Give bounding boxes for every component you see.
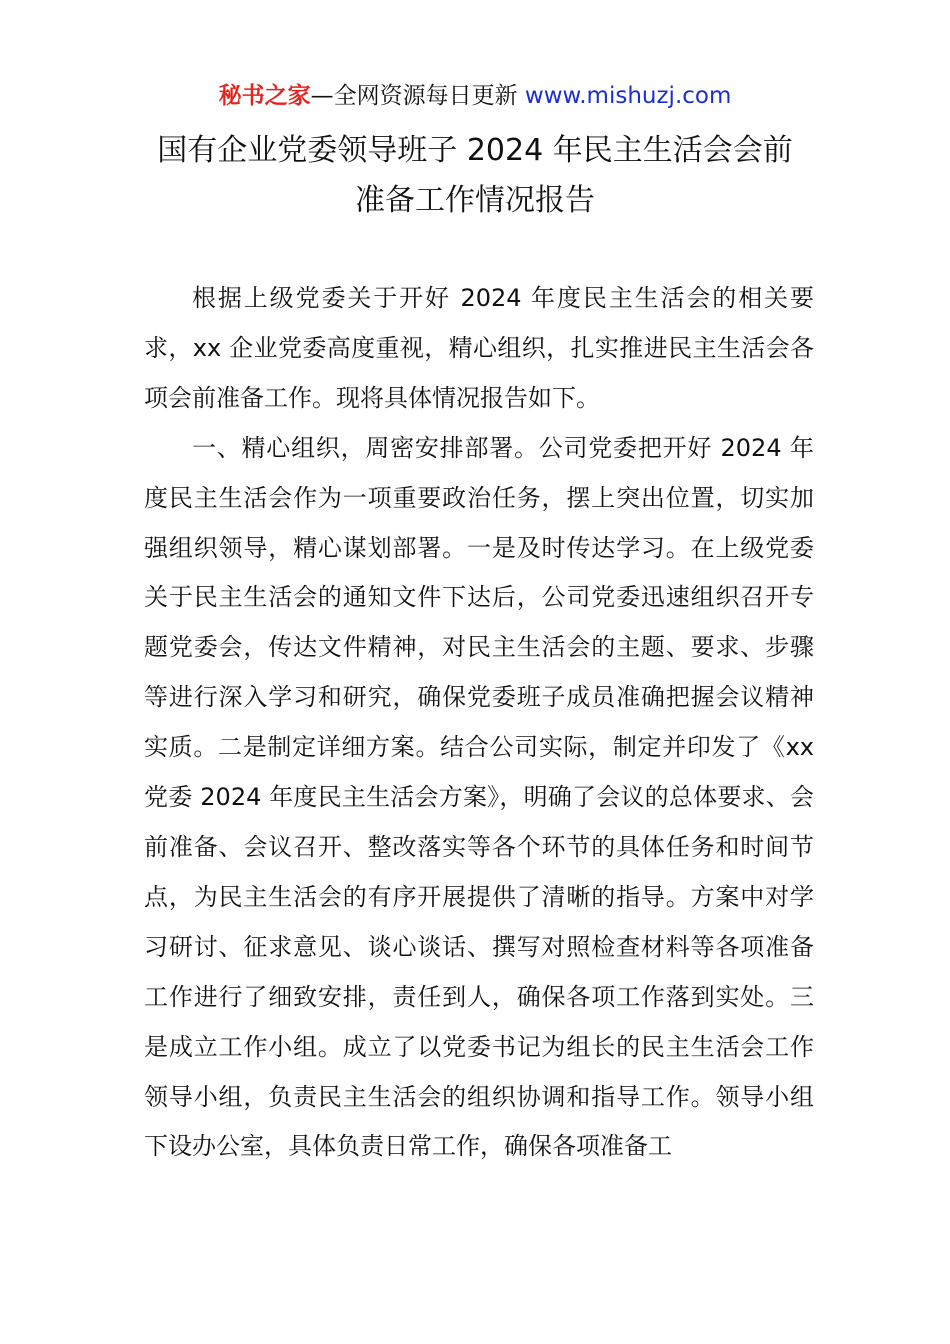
watermark-tagline: —全网资源每日更新 (310, 83, 525, 109)
title-line-2: 准备工作情况报告 (355, 183, 595, 218)
document-title (100, 126, 850, 226)
watermark-url[interactable]: www.mishuzj.com (524, 83, 732, 109)
title-line-1: 国有企业党委领导班子 2024 年民主生活会会前 (157, 133, 793, 168)
body-paragraph-section-1: 一、精心组织，周密安排部署。公司党委把开好 2024 年度民主生活会作为一项重要政治任务，摆上突出位置，切实加强组织领导，精心谋划部署。一是及时传达学习。在上级党委关于民主生活会的通知文件下达后，公司党委迅速组织召开专题党委会，传达文件精神，对民主生活会的主题、要求、步骤等进行深入学习和研究，确保党委班子成员准确把握会议精神实质。二是制定详细方案。结合公司实际，制定并印发了《xx 党委 2024 年度民主生活会方案》，明确了会议的总体要求、会前准备、会议召开、整改落实等各个环节的具体任务和时间节点，为民主生活会的有序开展提供了清晰的指导。方案中对学习研讨、征求意见、谈心谈话、撰写对照检查材料等各项准备工作进行了细致安排，责任到人，确保各项工作落到实处。三是成立工作小组。成立了以党委书记为组长的民主生活会工作领导小组，负责民主生活会的组织协调和指导工作。领导小组下设办公室，具体负责日常工作，确保各项准备工 (144, 433, 814, 1161)
watermark-header (0, 80, 950, 112)
body-paragraph-intro: 根据上级党委关于开好 2024 年度民主生活会的相关要求，xx 企业党委高度重视，精心组织，扎实推进民主生活会各项会前准备工作。现将具体情况报告如下。 (144, 284, 814, 412)
document-body (144, 274, 814, 1172)
watermark-brand: 秘书之家 (218, 83, 311, 109)
